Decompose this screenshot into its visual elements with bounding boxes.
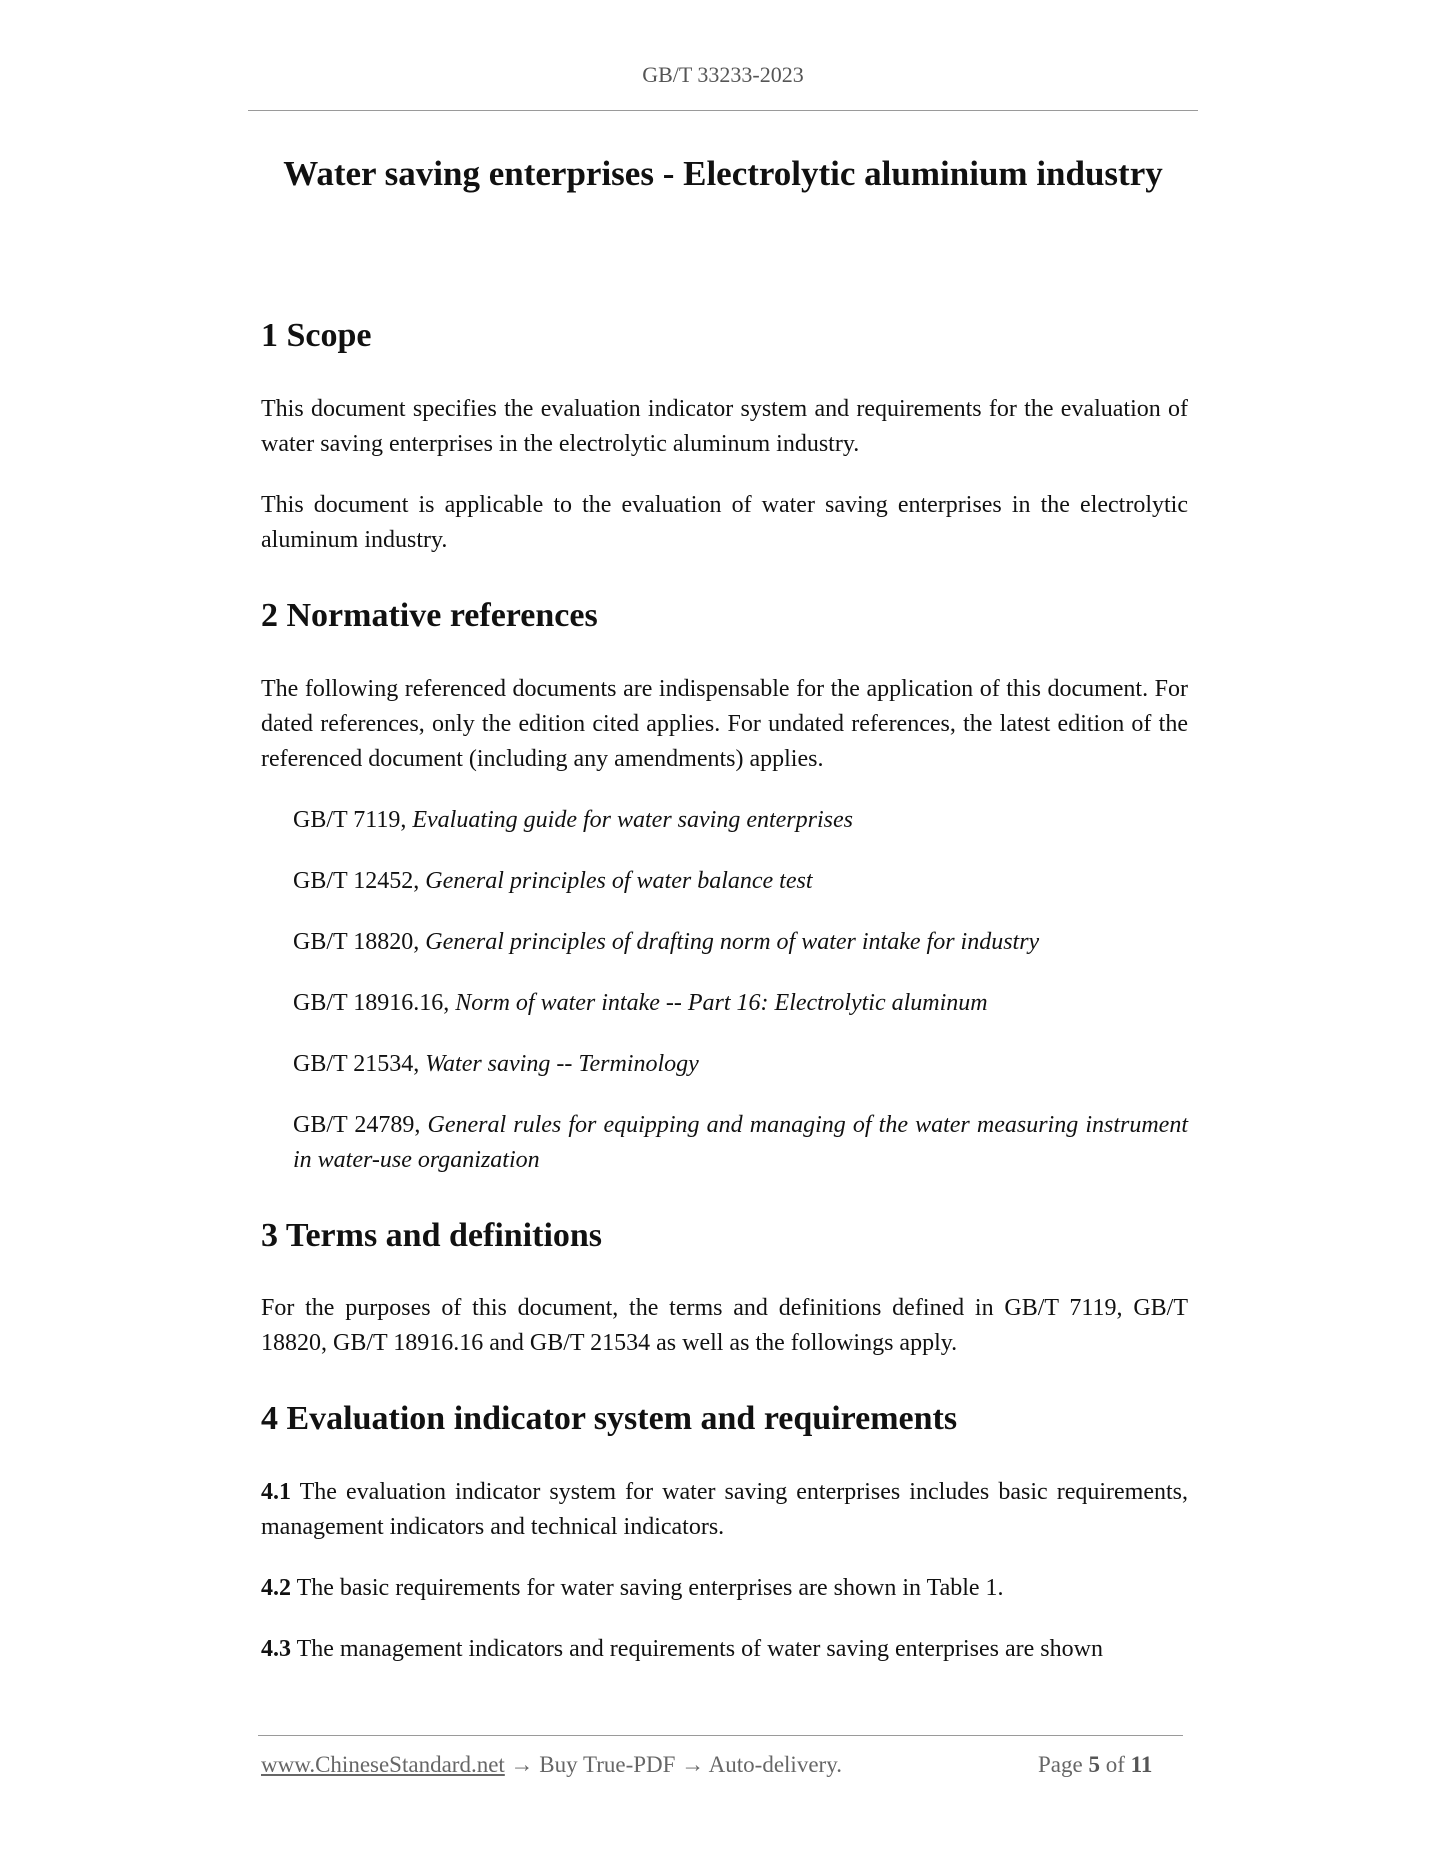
section-heading-normative-references: 2 Normative references [261,596,598,634]
reference-title: General rules for equipping and managing of the water measuring instrument in water-use organization [293,1111,1189,1173]
site-link[interactable]: www.ChineseStandard.net [261,1752,505,1777]
terms-paragraph: For the purposes of this document, the terms and definitions defined in GB/T 7119, GB/T 18820, GB/T 18916.16 and GB/T 21534 as well as the followings apply. [261,1295,1188,1357]
header-rule [248,110,1198,111]
document-title: Water saving enterprises - Electrolytic aluminium industry [283,154,1163,193]
of-label: of [1105,1752,1125,1777]
reference-code: GB/T 12452, [293,867,420,894]
arrow-right-icon: → [510,1752,534,1777]
section-heading-terms-and-definitions: 3 Terms and definitions [261,1216,603,1254]
clause-4-2 [261,1571,1188,1606]
section-heading-scope: 1 Scope [261,317,372,354]
reference-code: GB/T 7119, [293,806,407,833]
document-body [261,316,1188,1667]
reference-code: GB/T 18916.16, [293,989,450,1016]
reference-item [261,1047,1188,1082]
clause-text: The basic requirements for water saving enterprises are shown in Table 1. [296,1575,1004,1602]
footer-rule [258,1735,1183,1736]
clause-text: The management indicators and requirements of water saving enterprises are shown [296,1636,1103,1663]
clause-number: 4.2 [261,1575,291,1602]
buy-true-pdf-text: Buy True-PDF [539,1752,676,1777]
reference-title: Water saving -- Terminology [425,1050,699,1077]
page-header-doc-number: GB/T 33233-2023 [642,62,804,87]
page-indicator [1038,1752,1152,1778]
scope-paragraph-1: This document specifies the evaluation indicator system and requirements for the evaluation of water saving enterprises in the electrolytic aluminum industry. [261,395,1188,457]
reference-item [261,1108,1188,1178]
reference-code: GB/T 24789, [293,1111,421,1138]
clause-number: 4.1 [261,1479,291,1506]
clause-number: 4.3 [261,1636,291,1663]
reference-item [261,864,1188,899]
arrow-right-icon: → [681,1752,705,1777]
auto-delivery-text: Auto-delivery. [708,1752,842,1777]
section-heading-evaluation-indicator-system: 4 Evaluation indicator system and requirements [261,1400,958,1438]
reference-item [261,803,1188,838]
reference-code: GB/T 18820, [293,928,420,955]
footer-promo [261,1752,842,1778]
clause-4-3 [261,1632,1188,1667]
reference-title: General principles of water balance test [425,867,813,894]
reference-item [261,986,1188,1021]
page-label: Page [1038,1752,1083,1777]
clause-4-1 [261,1475,1188,1545]
reference-item [261,925,1188,960]
page-total: 11 [1130,1752,1153,1777]
reference-title: General principles of drafting norm of water intake for industry [425,928,1040,955]
reference-title: Evaluating guide for water saving enterprises [412,806,853,833]
normative-references-paragraph: The following referenced documents are indispensable for the application of this document. For dated references, only the edition cited applies. For undated references, the latest edition of the referenced document (including any amendments) applies. [261,675,1188,772]
reference-title: Norm of water intake -- Part 16: Electrolytic aluminum [455,989,988,1016]
reference-code: GB/T 21534, [293,1050,420,1077]
clause-text: The evaluation indicator system for water saving enterprises includes basic requirements, management indicators and technical indicators. [261,1479,1188,1541]
page-current: 5 [1088,1752,1100,1777]
scope-paragraph-2: This document is applicable to the evaluation of water saving enterprises in the electrolytic aluminum industry. [261,491,1188,553]
